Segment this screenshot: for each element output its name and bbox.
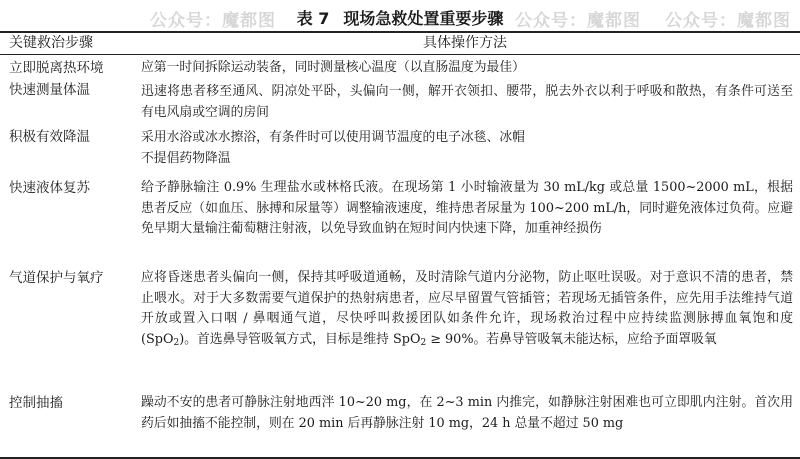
table-number: 表 7 — [296, 9, 330, 28]
table-row-step: 快速测量体温 — [9, 82, 90, 98]
table-row-step: 气道保护与氧疗 — [9, 270, 104, 286]
header-step: 关键救治步骤 — [9, 35, 93, 51]
table-row-step: 控制抽搐 — [9, 395, 63, 411]
watermark: 公众号：魔都图 — [665, 11, 791, 31]
header-method: 具体操作方法 — [423, 35, 507, 51]
method-text: )。首选鼻导管吸氧方式，目标是维持 SpO — [179, 331, 421, 347]
method-line: 应第一时间拆除运动装备，同时测量核心温度（以直肠温度为最佳） — [141, 60, 525, 75]
method-text: 应将昏迷患者头偏向一侧，保持其呼吸道通畅，及时清除气道内分泌物，防止呕吐误吸。对于意识不清的患者，禁止喂水。对于大多数需要气道保护的热射病患者，应尽早留置气管插管；若现场无插管条件，应先用手法维持气道开放或置入口咽 / 鼻咽通气道，尽快呼叫救援团队如条件允许，现场救治过程中应持续监测脉搏血氧饱和度 (SpO — [141, 270, 793, 347]
table-row-method — [141, 58, 793, 79]
watermark: 公众号：魔都图 — [150, 11, 276, 31]
header-rule — [0, 54, 800, 55]
subscript: 2 — [420, 337, 427, 348]
table-row-method — [141, 268, 793, 350]
method-line — [141, 268, 793, 350]
watermark: 公众号：魔都图 — [515, 11, 641, 31]
table-title-text: 现场急救处置重要步骤 — [343, 9, 504, 28]
method-text: ≥ 90%。若鼻导管吸氧未能达标，应给予面罩吸氧 — [426, 331, 717, 347]
table-row-method — [141, 128, 793, 169]
table-title — [0, 6, 800, 29]
method-line: 迅速将患者移至通风、阴凉处平卧，头偏向一侧，解开衣领扣、腰带，脱去外衣以利于呼吸和散热，有条件可送至有电风扇或空调的房间 — [141, 84, 793, 120]
table-row-step: 立即脱离热环境 — [9, 60, 104, 76]
table-row-step: 积极有效降温 — [9, 129, 90, 145]
table-row-method — [141, 82, 793, 123]
table-row-step: 快速液体复苏 — [9, 180, 90, 196]
subscript: 2 — [173, 337, 180, 348]
method-line: 不提倡药物降温 — [141, 150, 231, 166]
table-row-method — [141, 393, 793, 434]
method-line: 采用水浴或冰水擦浴，有条件时可以使用调节温度的电子冰毯、冰帽 — [141, 130, 525, 145]
top-rule — [0, 31, 800, 33]
table-row-method — [141, 178, 793, 240]
bottom-rule — [0, 457, 800, 459]
method-line: 躁动不安的患者可静脉注射地西泮 10~20 mg，在 2~3 min 内推完，如静脉注射困难也可立即肌内注射。首次用药后如抽搐不能控制，则在 20 min 后再静脉注射 10 mg，24 h 总量不超过 50 mg — [141, 395, 793, 431]
method-line: 给予静脉输注 0.9% 生理盐水或林格氏液。在现场第 1 小时输液量为 30 mL/kg 或总量 1500~2000 mL，根据患者反应（如血压、脉搏和尿量等）调整输液速度，维持患者尿量为 100~200 mL/h，同时避免液体过负荷。应避免早期大量输注葡萄糖注射液，以免导致血钠在短时间内快速下降，加重神经损伤 — [141, 180, 793, 236]
